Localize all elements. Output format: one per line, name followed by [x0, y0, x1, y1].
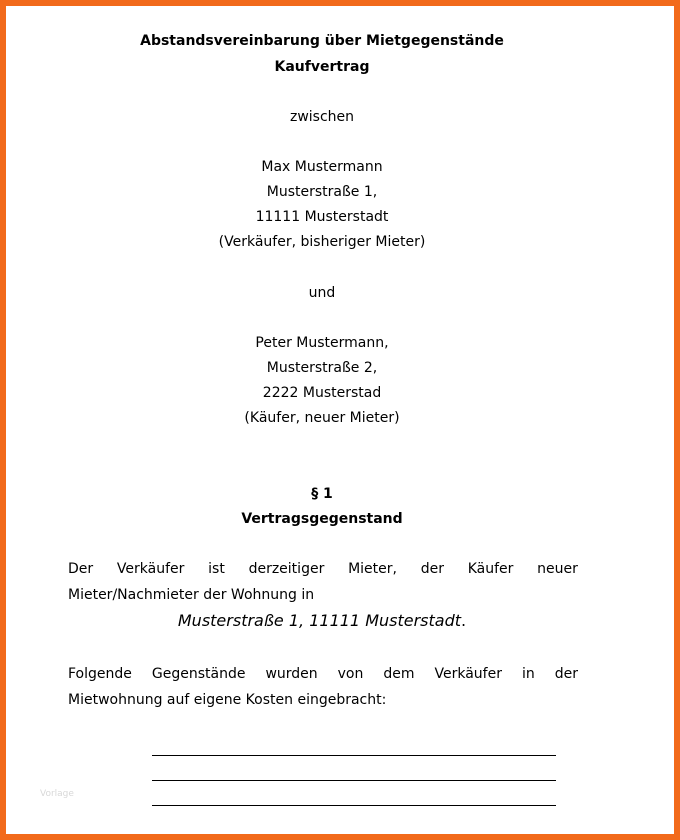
word: der	[420, 561, 444, 577]
word: dem	[383, 666, 415, 682]
and-label: und	[308, 285, 336, 301]
word: neuer	[537, 561, 578, 577]
word: Folgende	[68, 666, 132, 682]
word: Gegenstände	[151, 666, 246, 682]
section-heading: Vertragsgegenstand	[241, 511, 403, 527]
paragraph1-line1	[68, 560, 578, 578]
document-page	[6, 6, 674, 834]
word: in	[521, 666, 535, 682]
word: Verkäufer	[116, 561, 185, 577]
buyer-name: Peter Mustermann,	[255, 335, 389, 351]
buyer-role: (Käufer, neuer Mieter)	[244, 410, 400, 426]
blank-line	[152, 805, 556, 806]
buyer-street: Musterstraße 2,	[266, 360, 378, 376]
word: Mieter,	[348, 561, 397, 577]
seller-street: Musterstraße 1,	[266, 184, 378, 200]
blank-line	[152, 755, 556, 756]
paragraph1-line2: Mieter/Nachmieter der Wohnung in	[68, 587, 315, 603]
word: Der	[68, 561, 94, 577]
buyer-city: 2222 Musterstad	[262, 385, 382, 401]
seller-city: 11111 Musterstadt	[255, 209, 389, 225]
word: Verkäufer	[434, 666, 502, 682]
document-subtitle: Kaufvertrag	[274, 59, 370, 75]
watermark: Vorlage	[40, 789, 74, 799]
word: wurden	[265, 666, 318, 682]
property-address-period: .	[461, 611, 467, 630]
section-number: § 1	[311, 486, 333, 502]
word: Käufer	[467, 561, 514, 577]
property-address	[6, 611, 638, 631]
between-label: zwischen	[289, 109, 355, 125]
word: der	[554, 666, 578, 682]
paragraph2-line1	[68, 665, 578, 683]
seller-name: Max Mustermann	[261, 159, 383, 175]
document-title: Abstandsvereinbarung über Mietgegenstände	[140, 33, 504, 49]
blank-line	[152, 780, 556, 781]
seller-role: (Verkäufer, bisheriger Mieter)	[218, 234, 426, 250]
word: ist	[208, 561, 225, 577]
property-address-text: Musterstraße 1, 11111 Musterstadt	[177, 611, 462, 630]
word: von	[337, 666, 364, 682]
paragraph2-line2: Mietwohnung auf eigene Kosten eingebracht:	[68, 692, 387, 708]
word: derzeitiger	[248, 561, 325, 577]
